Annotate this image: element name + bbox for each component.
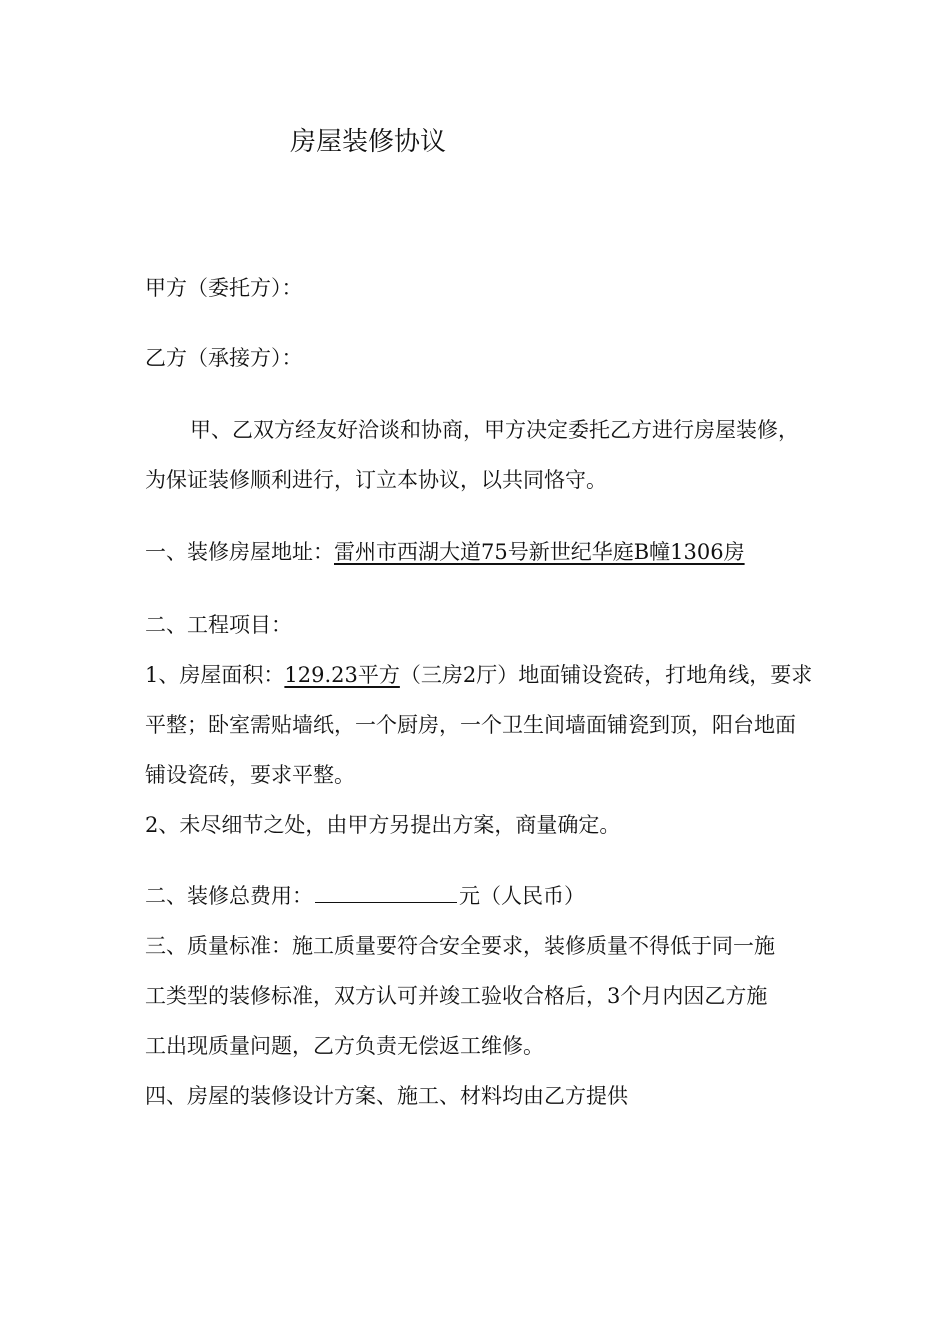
project-item-1-line-3: 铺设瓷砖，要求平整。 <box>145 763 355 787</box>
address-line <box>145 538 745 566</box>
address-value: 雷州市西湖大道75号新世纪华庭B幢1306房 <box>334 540 745 564</box>
cost-suffix: 元（人民币） <box>459 884 585 908</box>
project-item-1-area: 129.23平方 <box>284 663 400 687</box>
project-item-2: 2、未尽细节之处，由甲方另提出方案，商量确定。 <box>145 813 621 837</box>
party-a-line: 甲方（委托方）： <box>145 276 303 300</box>
project-item-1-prefix: 1、房屋面积： <box>145 663 285 687</box>
address-label: 一、装修房屋地址： <box>145 540 334 564</box>
intro-line-2: 为保证装修顺利进行，订立本协议，以共同恪守。 <box>145 468 607 492</box>
quality-line-3: 工出现质量问题，乙方负责无偿返工维修。 <box>145 1034 544 1058</box>
cost-label: 二、装修总费用： <box>145 884 313 908</box>
cost-blank-field[interactable] <box>315 882 457 903</box>
project-item-1-rest: （三房2厅）地面铺设瓷砖，打地角线，要求 <box>399 663 813 687</box>
party-b-line: 乙方（承接方）： <box>145 346 303 370</box>
cost-line <box>145 882 585 910</box>
intro-line-1: 甲、乙双方经友好洽谈和协商，甲方决定委托乙方进行房屋装修， <box>190 418 799 442</box>
project-item-1-line-1 <box>145 661 812 689</box>
design-line: 四、房屋的装修设计方案、施工、材料均由乙方提供 <box>145 1084 628 1108</box>
page-title: 房屋装修协议 <box>290 127 447 157</box>
quality-line-2: 工类型的装修标准，双方认可并竣工验收合格后，3个月内因乙方施 <box>145 984 768 1008</box>
project-item-1-line-2: 平整；卧室需贴墙纸，一个厨房，一个卫生间墙面铺瓷到顶，阳台地面 <box>145 713 796 737</box>
project-heading: 二、工程项目： <box>145 613 292 637</box>
quality-line-1: 三、质量标准：施工质量要符合安全要求，装修质量不得低于同一施 <box>145 934 775 958</box>
